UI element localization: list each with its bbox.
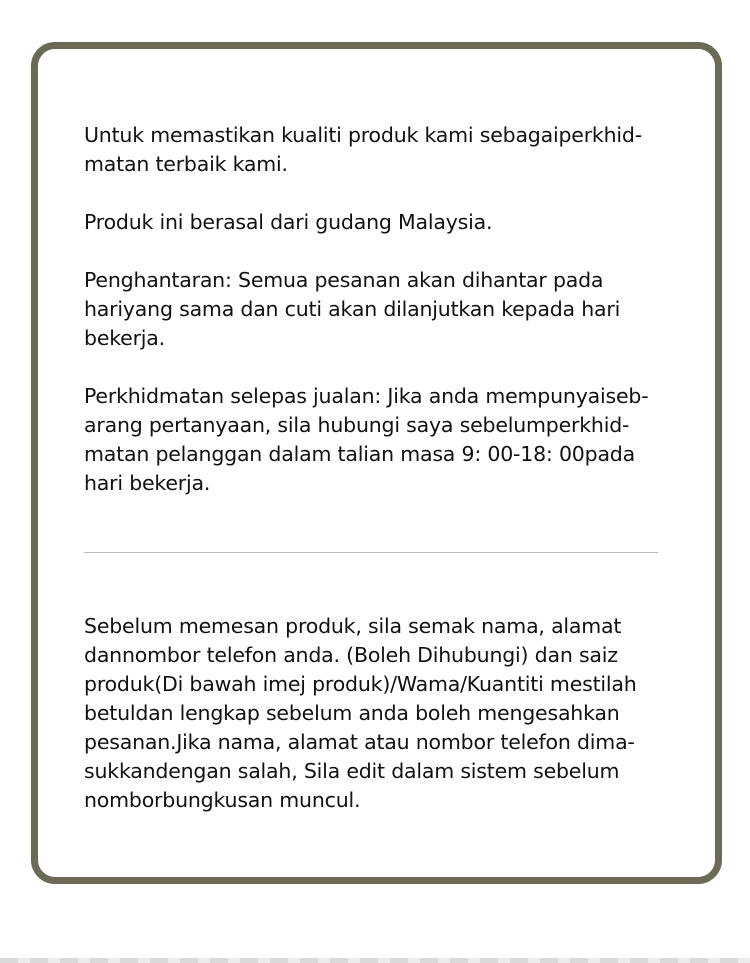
bottom-edge-strip: [0, 958, 750, 963]
after-sales-paragraph: Perkhidmatan selepas jualan: Jika anda mempunyaiseb- arang pertanyaan, sila hubungi saya sebelumperkhid- matan pelanggan dalam talian masa 9: 00-18: 00pada hari bekerja.: [84, 384, 649, 495]
origin-paragraph: Produk ini berasal dari gudang Malaysia.: [84, 210, 493, 234]
section-divider: [84, 552, 658, 553]
order-notice-paragraph: Sebelum memesan produk, sila semak nama, alamat dannombor telefon anda. (Boleh Dihubungi) dan saiz produk(Di bawah imej produk)/Wama/Kuantiti mestilah betuldan lengkap sebelum anda boleh mengesahkan pesanan.Jika nama, alamat atau nombor telefon dima- sukkandengan salah, Sila edit dalam sistem sebelum nomborbungkusan muncul.: [84, 614, 637, 812]
info-card: [31, 42, 722, 884]
store-info-section: [84, 121, 684, 498]
quality-paragraph: Untuk memastikan kualiti produk kami sebagaiperkhid- matan terbaik kami.: [84, 123, 642, 176]
delivery-paragraph: Penghantaran: Semua pesanan akan dihantar pada hariyang sama dan cuti akan dilanjutkan kepada hari bekerja.: [84, 268, 621, 350]
order-notice-section: [84, 612, 684, 815]
